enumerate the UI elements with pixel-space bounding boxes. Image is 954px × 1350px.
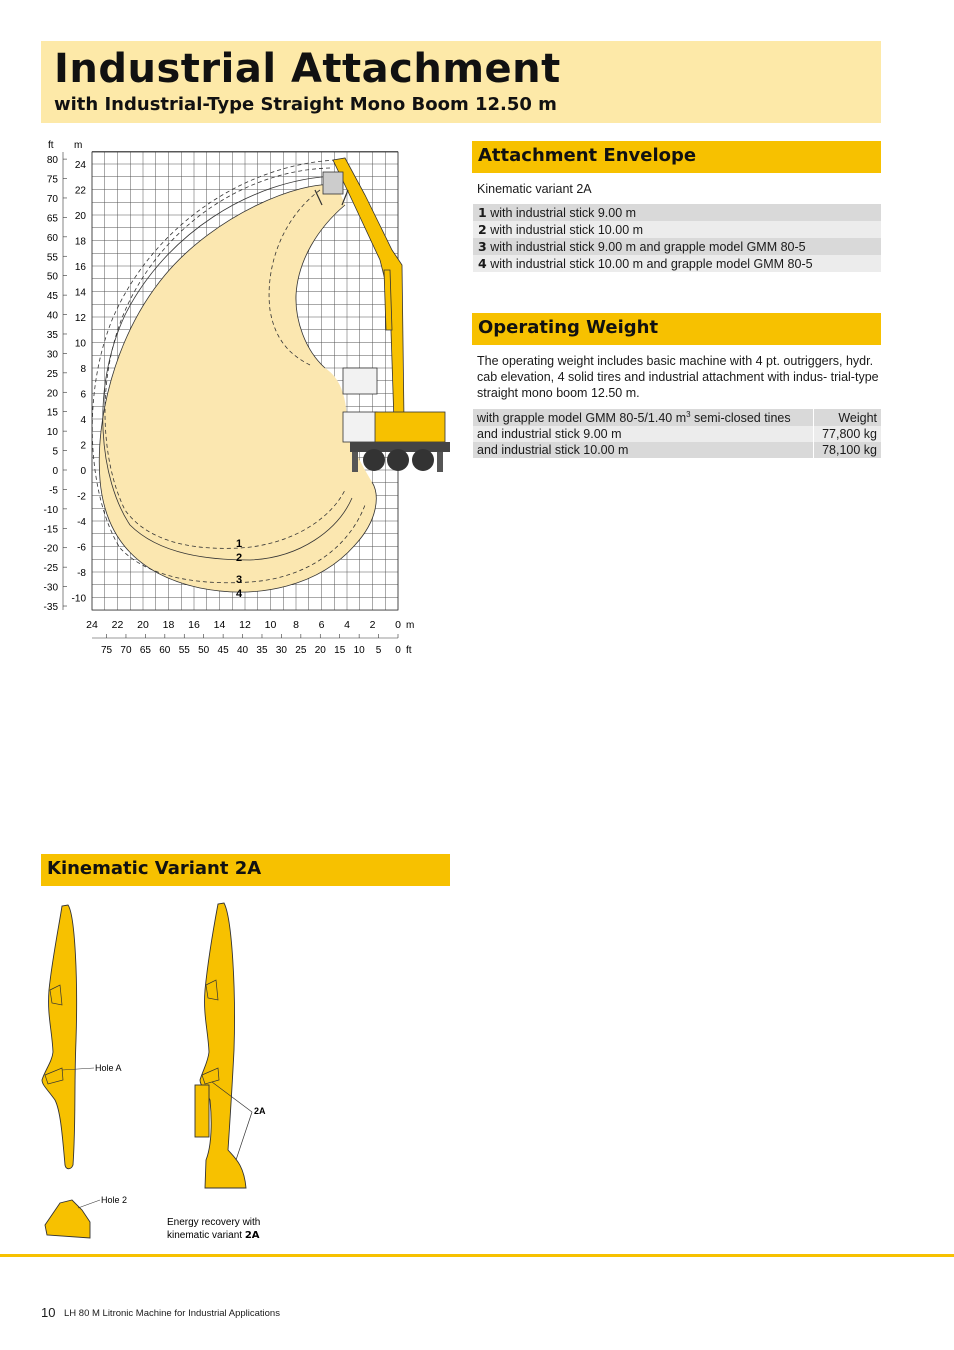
cylinder <box>195 1085 209 1137</box>
y-tick-m: 18 <box>74 236 86 248</box>
y-tick-m: 24 <box>74 160 86 171</box>
y-tick-m: -10 <box>71 593 86 605</box>
x-tick-ft: 40 <box>236 645 249 656</box>
y-tick-m: 0 <box>80 466 86 477</box>
x-tick-m: 14 <box>213 619 226 631</box>
y-tick-ft: 35 <box>46 329 58 341</box>
y-tick-m: -4 <box>77 517 86 528</box>
kinematic-variant-heading-bar <box>41 854 450 886</box>
operating-weight-table <box>473 409 881 458</box>
curve-label-2: 2 <box>236 552 243 564</box>
y-tick-m: 8 <box>80 364 86 375</box>
x-tick-m: 20 <box>137 619 149 631</box>
y-tick-ft: -25 <box>43 563 58 575</box>
y-tick-ft: -5 <box>49 485 58 497</box>
y-tick-ft: 70 <box>46 193 58 205</box>
x-tick-ft: 5 <box>375 645 382 656</box>
x-tick-ft: 50 <box>198 645 210 656</box>
y-tick-ft: -10 <box>43 504 58 516</box>
y-tick-m: -6 <box>77 542 86 554</box>
y-tick-m: 6 <box>80 389 86 401</box>
y-tick-ft: 20 <box>46 388 58 400</box>
y-tick-m: 12 <box>74 313 86 324</box>
hole-a-label: Hole A <box>95 1063 122 1073</box>
y-tick-ft: 40 <box>46 310 58 322</box>
x-tick-ft: 0 <box>395 645 401 656</box>
kinematic-variant-heading: Kinematic Variant 2A <box>47 858 262 879</box>
kinematic-illustration <box>30 895 310 1250</box>
y-tick-ft: 55 <box>46 252 58 264</box>
x-tick-ft: 65 <box>139 645 151 656</box>
y-tick-ft: 45 <box>46 291 58 303</box>
table-header-row: with grapple model GMM 80-5/1.40 $m^3$ semi-closed tines Weight <box>473 409 881 426</box>
grapple-piece <box>45 1200 90 1238</box>
y-tick-ft: 10 <box>46 427 58 439</box>
x-tick-ft: 30 <box>275 645 287 656</box>
x-tick-ft: 55 <box>178 645 190 656</box>
y-tick-m: -2 <box>77 491 86 503</box>
x-tick-m: 16 <box>188 619 200 631</box>
y-tick-ft: 15 <box>46 407 58 419</box>
y-tick-ft: 65 <box>46 213 58 225</box>
x-tick-m: 10 <box>264 619 277 631</box>
table-row: 4 with industrial stick 10.00 m and grapple model GMM 80-5 <box>473 255 881 272</box>
table-row: 3 with industrial stick 9.00 m and grapple model GMM 80-5 <box>473 238 881 255</box>
x-unit-m: m <box>406 620 415 631</box>
table-row: 1 with industrial stick 9.00 m <box>473 204 881 221</box>
x-tick-ft: 20 <box>314 645 326 656</box>
working-envelope-diagram <box>30 135 460 660</box>
operating-weight-heading: Operating Weight <box>478 317 659 338</box>
attachment-envelope-table <box>473 204 881 272</box>
x-tick-ft: 35 <box>256 645 268 656</box>
x-tick-ft: 60 <box>159 645 171 656</box>
operating-weight-heading-bar <box>472 313 881 345</box>
y-tick-m: 14 <box>74 287 86 299</box>
x-tick-ft: 45 <box>217 645 229 656</box>
x-tick-m: 8 <box>293 619 299 631</box>
operating-weight-description: The operating weight includes basic machine with 4 pt. outriggers, hydr. cab elevation, 4 solid tires and industrial attachment with indus- trial-type straight mono boom 12.50 m. <box>477 354 879 400</box>
label-2a: 2A <box>254 1106 266 1116</box>
x-unit-ft: ft <box>406 645 412 656</box>
y-tick-m: -8 <box>77 568 86 579</box>
kinematic-variant-label: Kinematic variant 2A <box>477 182 592 196</box>
x-tick-m: 4 <box>344 619 350 631</box>
energy-caption-line2: kinematic variant 2A <box>167 1230 260 1241</box>
x-tick-m: 22 <box>111 619 124 631</box>
page-title: Industrial Attachment <box>54 46 561 92</box>
curve-label-1: 1 <box>236 538 243 550</box>
y-tick-m: 20 <box>74 211 86 222</box>
x-tick-m: 24 <box>86 619 98 631</box>
y-tick-m: 4 <box>80 415 86 426</box>
y-tick-m: 16 <box>74 262 86 273</box>
y-tick-ft: -15 <box>43 524 58 536</box>
attachment-envelope-heading-bar <box>472 141 881 173</box>
x-tick-ft: 25 <box>295 645 307 656</box>
y-tick-m: 10 <box>74 338 86 350</box>
stick-right <box>200 903 246 1188</box>
y-tick-m: 22 <box>74 185 86 197</box>
y-tick-m: 2 <box>80 440 86 452</box>
x-tick-m: 0 <box>395 619 401 631</box>
table-row: 2 with industrial stick 10.00 m <box>473 221 881 238</box>
y-tick-ft: 80 <box>46 155 58 167</box>
y-tick-ft: -35 <box>43 602 58 614</box>
x-tick-m: 18 <box>162 619 175 631</box>
curve-label-3: 3 <box>236 574 243 586</box>
x-tick-ft: 10 <box>353 645 365 656</box>
y-tick-ft: 60 <box>46 232 58 244</box>
curve-label-4: 4 <box>236 588 243 600</box>
y-tick-ft: 75 <box>46 174 58 186</box>
page-subtitle: with Industrial-Type Straight Mono Boom 12.50 m <box>54 94 557 115</box>
x-tick-ft: 70 <box>120 645 132 656</box>
hole-2-label: Hole 2 <box>101 1195 128 1205</box>
x-tick-m: 12 <box>239 619 251 631</box>
energy-caption-line1: Energy recovery with <box>167 1217 261 1228</box>
y-unit-m: m <box>74 140 83 151</box>
y-tick-ft: -20 <box>43 543 58 555</box>
y-tick-ft: 50 <box>46 271 58 283</box>
y-tick-ft: 0 <box>52 466 58 477</box>
y-unit-ft: ft <box>48 140 54 151</box>
x-tick-m: 6 <box>318 619 325 631</box>
attachment-envelope-heading: Attachment Envelope <box>478 145 697 166</box>
y-tick-ft: 25 <box>46 368 58 380</box>
y-tick-ft: 30 <box>46 349 58 361</box>
envelope-area <box>99 185 376 592</box>
stick-left <box>42 905 77 1169</box>
footer-divider <box>0 1254 954 1257</box>
footer-text: LH 80 M Litronic Machine for Industrial Applications <box>64 1308 280 1319</box>
y-tick-ft: 5 <box>52 446 58 458</box>
x-tick-m: 2 <box>369 619 376 631</box>
page-number: 10 <box>41 1305 56 1320</box>
x-tick-ft: 15 <box>334 645 346 656</box>
y-tick-ft: -30 <box>43 582 58 594</box>
table-row: and industrial stick 9.00 m 77,800 kg <box>473 426 881 442</box>
table-row: and industrial stick 10.00 m 78,100 kg <box>473 442 881 458</box>
x-tick-ft: 75 <box>100 645 113 656</box>
